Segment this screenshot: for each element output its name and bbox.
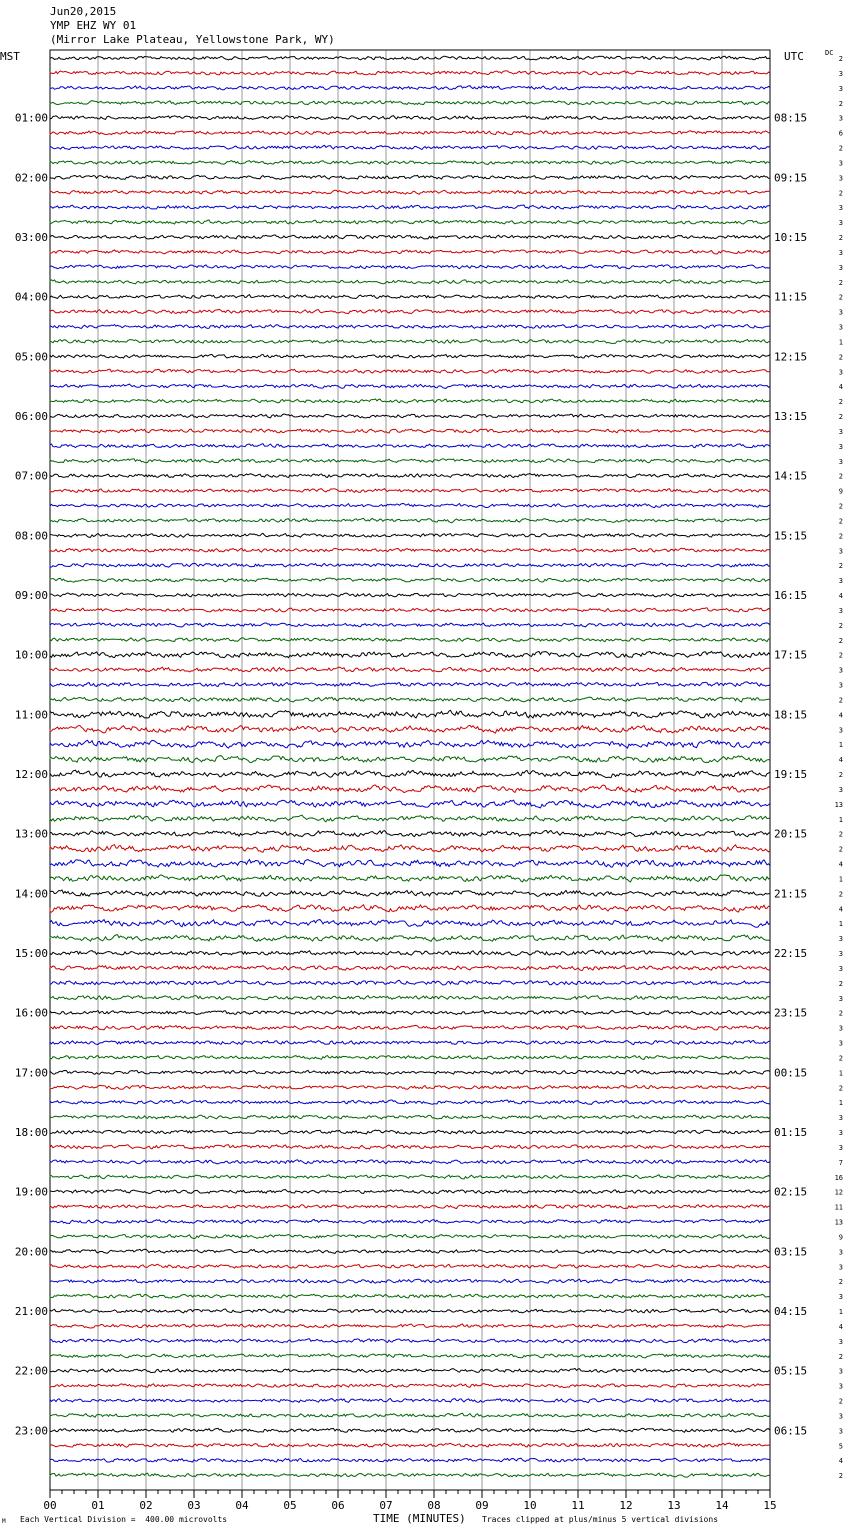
dc-offset-value: 16 — [834, 1173, 843, 1182]
trace-row — [50, 623, 770, 627]
trace-row — [50, 651, 770, 657]
trace-row — [50, 770, 770, 778]
dc-offset-value: 3 — [838, 427, 843, 436]
trace-row — [50, 980, 770, 985]
trace-row — [50, 489, 770, 493]
dc-offset-value: 5 — [838, 1442, 843, 1451]
trace-row — [50, 1428, 770, 1432]
trace-row — [50, 295, 770, 299]
trace-row — [50, 1294, 770, 1298]
dc-offset-value: 3 — [838, 1263, 843, 1272]
trace-row — [50, 563, 770, 567]
dc-offset-value: 2 — [838, 696, 843, 705]
trace-row — [50, 1369, 770, 1373]
right-hour-label: 20:15 — [774, 827, 808, 841]
trace-row — [50, 966, 770, 971]
trace-row — [50, 1085, 770, 1089]
dc-offset-value: 3 — [838, 263, 843, 272]
left-hour-label: 14:00 — [14, 887, 48, 901]
trace-row — [50, 1025, 770, 1030]
left-hour-label: 10:00 — [14, 648, 48, 662]
dc-offset-value: 2 — [838, 1009, 843, 1018]
dc-offset-value: 2 — [838, 636, 843, 645]
dc-offset-value: 1 — [838, 1099, 843, 1108]
trace-row — [50, 414, 770, 418]
left-hour-label: 13:00 — [14, 827, 48, 841]
trace-row — [50, 1070, 770, 1074]
left-hour-label: 16:00 — [14, 1006, 48, 1020]
dc-offset-value: 4 — [838, 383, 843, 392]
right-hour-label: 01:15 — [774, 1126, 808, 1139]
left-hour-label: 23:00 — [14, 1424, 48, 1438]
dc-offset-value: 3 — [838, 964, 843, 973]
trace-row — [50, 890, 770, 896]
trace-row — [50, 1458, 770, 1462]
dc-offset-value: 2 — [838, 1472, 843, 1481]
dc-offset-value: 3 — [838, 726, 843, 735]
right-hour-label: 00:15 — [774, 1066, 808, 1080]
x-tick-label: 12 — [619, 1499, 633, 1512]
trace-row — [50, 785, 770, 793]
trace-row — [50, 710, 770, 718]
trace-row — [50, 1220, 770, 1224]
dc-offset-value: 6 — [838, 129, 843, 138]
dc-offset-value: 7 — [838, 1158, 843, 1167]
left-hour-label: 02:00 — [14, 171, 48, 185]
dc-offset-value: 1 — [838, 338, 843, 347]
dc-offset-value: 2 — [838, 189, 843, 198]
trace-row — [50, 845, 770, 853]
dc-offset-value: 4 — [838, 711, 843, 720]
trace-row — [50, 1473, 770, 1477]
dc-offset-value: 13 — [834, 1218, 843, 1227]
right-hour-label: 10:15 — [774, 231, 808, 244]
trace-row — [50, 101, 770, 105]
dc-offset-value: 11 — [834, 1203, 843, 1212]
trace-row — [50, 1384, 770, 1388]
dc-offset-value: 3 — [838, 994, 843, 1003]
x-tick-label: 07 — [379, 1499, 393, 1512]
trace-row — [50, 725, 770, 733]
trace-row — [50, 190, 770, 194]
dc-offset-value: 3 — [838, 606, 843, 615]
trace-row — [50, 533, 770, 537]
trace-row — [50, 697, 770, 702]
left-hour-label: 21:00 — [14, 1305, 48, 1318]
trace-row — [50, 1399, 770, 1403]
right-hour-label: 16:15 — [774, 589, 808, 602]
dc-offset-value: 12 — [834, 1188, 843, 1197]
trace-row — [50, 1249, 770, 1253]
left-hour-label: 03:00 — [14, 231, 48, 244]
scale-note: Each Vertical Division = 400.00 microvolts — [20, 1515, 228, 1524]
right-hour-label: 22:15 — [774, 947, 808, 960]
x-tick-label: 02 — [139, 1499, 153, 1512]
dc-offset-value: 3 — [838, 666, 843, 675]
trace-row — [50, 1115, 770, 1119]
right-hour-label: 02:15 — [774, 1185, 808, 1199]
dc-offset-value: 1 — [838, 815, 843, 824]
trace-row — [50, 740, 770, 748]
right-hour-label: 12:15 — [774, 350, 808, 364]
trace-row — [50, 384, 770, 388]
left-hour-label: 18:00 — [14, 1126, 48, 1139]
dc-offset-value: 2 — [838, 99, 843, 108]
left-hour-label: 15:00 — [14, 947, 48, 960]
right-hour-label: 14:15 — [774, 469, 808, 483]
dc-offset-value: 9 — [838, 487, 843, 496]
dc-offset-value: 2 — [838, 651, 843, 660]
x-tick-label: 04 — [235, 1499, 249, 1512]
right-hour-label: 17:15 — [774, 648, 808, 662]
dc-offset-value: 3 — [838, 159, 843, 168]
trace-row — [50, 131, 770, 135]
trace-row — [50, 116, 770, 120]
right-hour-label: 15:15 — [774, 529, 808, 543]
left-hour-label: 08:00 — [14, 529, 48, 543]
dc-offset-value: 3 — [838, 1039, 843, 1048]
x-tick-label: 00 — [43, 1499, 57, 1512]
dc-offset-value: 4 — [838, 756, 843, 765]
trace-row — [50, 161, 770, 165]
trace-row — [50, 1354, 770, 1358]
trace-row — [50, 593, 770, 597]
left-hour-label: 04:00 — [14, 290, 48, 304]
dc-offset-value: 4 — [838, 592, 843, 600]
trace-row — [50, 638, 770, 642]
dc-offset-value: 2 — [838, 502, 843, 511]
dc-offset-value: 2 — [838, 1397, 843, 1406]
dc-offset-value: 2 — [838, 472, 843, 481]
dc-offset-value: 2 — [838, 234, 843, 242]
right-hour-label: 13:15 — [774, 410, 808, 423]
dc-offset-value: 4 — [838, 1322, 843, 1331]
dc-offset-value: 9 — [838, 1233, 843, 1242]
trace-row — [50, 1160, 770, 1164]
right-hour-label: 23:15 — [774, 1006, 808, 1020]
trace-row — [50, 220, 770, 224]
trace-row — [50, 1205, 770, 1209]
x-tick-label: 01 — [91, 1499, 105, 1512]
dc-offset-value: 3 — [838, 935, 843, 944]
trace-row — [50, 935, 770, 942]
trace-row — [50, 996, 770, 1000]
x-tick-label: 11 — [571, 1499, 585, 1512]
trace-row — [50, 1100, 770, 1105]
trace-row — [50, 667, 770, 672]
trace-row — [50, 1264, 770, 1268]
dc-offset-value: 2 — [838, 562, 843, 571]
left-hour-label: 20:00 — [14, 1245, 48, 1259]
dc-offset-value: 3 — [838, 368, 843, 377]
trace-row — [50, 1324, 770, 1328]
dc-offset-value: 3 — [838, 174, 843, 183]
trace-row — [50, 474, 770, 478]
trace-row — [50, 340, 770, 344]
trace-row — [50, 504, 770, 508]
left-hour-label: 06:00 — [14, 410, 48, 423]
dc-offset-value: 3 — [838, 69, 843, 78]
dc-offset-value: 2 — [838, 830, 843, 839]
trace-row — [50, 1056, 770, 1060]
trace-row — [50, 518, 770, 522]
dc-offset-value: 3 — [838, 1114, 843, 1123]
dc-offset-value: 3 — [838, 681, 843, 690]
dc-offset-value: 1 — [838, 875, 843, 884]
dc-offset-value: 3 — [838, 204, 843, 213]
dc-offset-value: 2 — [838, 771, 843, 779]
trace-row — [50, 1145, 770, 1149]
dc-offset-value: 4 — [838, 1457, 843, 1466]
right-hour-label: 18:15 — [774, 708, 808, 722]
dc-offset-value: 3 — [838, 1293, 843, 1302]
dc-offset-value: 3 — [838, 323, 843, 332]
left-hour-label: 01:00 — [14, 111, 48, 125]
trace-row — [50, 56, 770, 60]
trace-row — [50, 399, 770, 403]
dc-offset-value: 3 — [838, 1412, 843, 1421]
dc-header-label: DC — [825, 49, 834, 57]
dc-offset-value: 2 — [838, 621, 843, 630]
trace-row — [50, 578, 770, 582]
dc-offset-value: 2 — [838, 979, 843, 988]
dc-offset-value: 3 — [838, 1427, 843, 1436]
dc-offset-value: 3 — [838, 84, 843, 93]
right-hour-label: 09:15 — [774, 171, 808, 185]
dc-offset-value: 3 — [838, 1024, 843, 1033]
dc-offset-value: 3 — [838, 308, 843, 317]
trace-row — [50, 756, 770, 763]
trace-row — [50, 429, 770, 433]
trace-row — [50, 682, 770, 687]
right-hour-label: 08:15 — [774, 111, 808, 125]
trace-row — [50, 354, 770, 358]
dc-offset-value: 1 — [838, 1069, 843, 1078]
trace-row — [50, 1235, 770, 1239]
x-tick-label: 09 — [475, 1499, 489, 1512]
right-hour-label: 03:15 — [774, 1245, 808, 1259]
trace-row — [50, 860, 770, 868]
trace-row — [50, 175, 770, 179]
x-tick-label: 10 — [523, 1499, 537, 1512]
dc-offset-value: 3 — [838, 1248, 843, 1257]
dc-offset-value: 3 — [838, 1367, 843, 1376]
dc-offset-value: 3 — [838, 248, 843, 257]
dc-offset-value: 2 — [838, 398, 843, 407]
x-tick-label: 03 — [187, 1499, 201, 1512]
dc-offset-value: 2 — [838, 144, 843, 153]
trace-row — [50, 920, 770, 928]
dc-offset-value: 2 — [838, 278, 843, 287]
trace-row — [50, 548, 770, 552]
trace-row — [50, 265, 770, 269]
dc-offset-value: 3 — [838, 442, 843, 451]
trace-row — [50, 369, 770, 373]
left-hour-label: 09:00 — [14, 589, 48, 602]
trace-row — [50, 950, 770, 955]
dc-offset-value: 3 — [838, 114, 843, 123]
dc-offset-value: 3 — [838, 457, 843, 466]
dc-offset-value: 3 — [838, 785, 843, 794]
dc-offset-value: 2 — [838, 532, 843, 541]
dc-offset-value: 3 — [838, 950, 843, 958]
dc-offset-value: 3 — [838, 1143, 843, 1152]
trace-row — [50, 310, 770, 314]
dc-offset-value: 2 — [838, 1278, 843, 1287]
trace-row — [50, 71, 770, 75]
dc-offset-value: 3 — [838, 219, 843, 228]
trace-row — [50, 86, 770, 90]
dc-offset-value: 3 — [838, 547, 843, 556]
left-hour-label: 17:00 — [14, 1066, 48, 1080]
left-hour-label: 22:00 — [14, 1364, 48, 1378]
trace-row — [50, 905, 770, 912]
plot-date: Jun20,2015 — [50, 5, 117, 18]
x-tick-label: 15 — [763, 1499, 777, 1512]
dc-offset-value: 3 — [838, 1337, 843, 1346]
dc-offset-value: 2 — [838, 890, 843, 899]
dc-offset-value: 13 — [834, 800, 843, 809]
trace-row — [50, 1279, 770, 1283]
dc-offset-value: 3 — [838, 577, 843, 586]
station-title: YMP EHZ WY 01 — [50, 19, 137, 32]
x-tick-label: 08 — [427, 1499, 441, 1512]
left-zone-label: MST — [0, 50, 20, 63]
trace-row — [50, 1011, 770, 1015]
right-zone-label: UTC — [784, 50, 804, 63]
dc-offset-value: 4 — [838, 860, 843, 869]
x-axis-title: TIME (MINUTES) — [373, 1512, 466, 1525]
trace-row — [50, 1130, 770, 1134]
dc-offset-value: 4 — [838, 905, 843, 914]
right-hour-label: 11:15 — [774, 290, 808, 304]
dc-offset-value: 2 — [838, 293, 843, 302]
x-tick-label: 13 — [667, 1499, 681, 1512]
clip-note: Traces clipped at plus/minus 5 vertical divisions — [482, 1515, 719, 1524]
dc-offset-value: 2 — [838, 845, 843, 854]
dc-offset-value: 1 — [838, 741, 843, 750]
dc-offset-value: 2 — [838, 413, 843, 421]
trace-row — [50, 250, 770, 254]
dc-offset-value: 2 — [838, 1352, 843, 1361]
dc-offset-value: 1 — [838, 920, 843, 929]
trace-row — [50, 205, 770, 209]
left-hour-label: 11:00 — [14, 708, 48, 722]
right-hour-label: 21:15 — [774, 887, 808, 901]
left-hour-label: 19:00 — [14, 1185, 48, 1199]
right-hour-label: 06:15 — [774, 1424, 808, 1438]
trace-row — [50, 280, 770, 284]
x-tick-label: 06 — [331, 1499, 345, 1512]
dc-offset-value: 2 — [838, 55, 843, 63]
corner-mark: M — [2, 1518, 6, 1525]
dc-offset-value: 3 — [838, 1129, 843, 1137]
trace-row — [50, 444, 770, 448]
dc-offset-value: 2 — [838, 1084, 843, 1093]
trace-row — [50, 1309, 770, 1313]
trace-row — [50, 1175, 770, 1179]
trace-row — [50, 1339, 770, 1343]
right-hour-label: 19:15 — [774, 768, 808, 781]
x-tick-label: 05 — [283, 1499, 297, 1512]
dc-offset-value: 2 — [838, 1054, 843, 1063]
dc-offset-value: 1 — [838, 1308, 843, 1316]
trace-row — [50, 608, 770, 612]
trace-row — [50, 1413, 770, 1417]
dc-offset-value: 3 — [838, 1382, 843, 1391]
trace-row — [50, 145, 770, 149]
trace-row — [50, 875, 770, 882]
trace-row — [50, 815, 770, 822]
left-hour-label: 12:00 — [14, 768, 48, 781]
left-hour-label: 07:00 — [14, 469, 48, 483]
right-hour-label: 05:15 — [774, 1364, 808, 1378]
dc-offset-value: 2 — [838, 517, 843, 526]
dc-offset-value: 2 — [838, 353, 843, 362]
trace-row — [50, 800, 770, 808]
x-tick-label: 14 — [715, 1499, 729, 1512]
trace-row — [50, 459, 770, 463]
trace-row — [50, 1443, 770, 1447]
left-hour-label: 05:00 — [14, 350, 48, 364]
trace-row — [50, 831, 770, 837]
trace-row — [50, 235, 770, 239]
trace-row — [50, 1041, 770, 1045]
right-hour-label: 04:15 — [774, 1305, 808, 1318]
trace-row — [50, 1190, 770, 1194]
station-location: (Mirror Lake Plateau, Yellowstone Park, WY) — [50, 33, 335, 46]
trace-row — [50, 325, 770, 329]
